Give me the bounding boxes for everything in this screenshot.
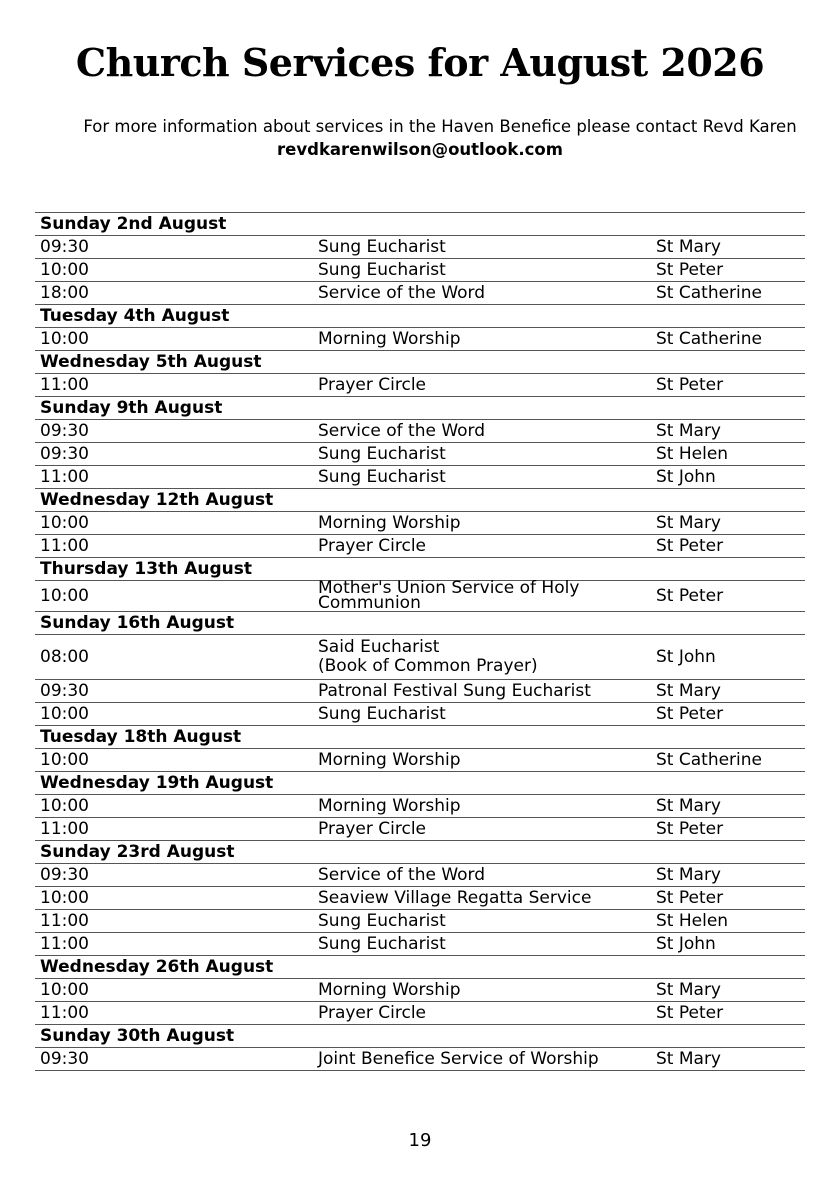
day-heading: Sunday 2nd August (35, 213, 805, 236)
service-name: Prayer Circle (318, 1002, 427, 1023)
service-name-cell (313, 818, 651, 841)
service-time: 11:00 (35, 818, 313, 841)
day-heading-row (35, 612, 805, 635)
service-row (35, 328, 805, 351)
service-row (35, 236, 805, 259)
service-row (35, 282, 805, 305)
service-church: St Helen (651, 443, 805, 466)
service-name-cell (313, 512, 651, 535)
service-time: 10:00 (35, 703, 313, 726)
service-church: St Mary (651, 864, 805, 887)
service-name: Sung Eucharist (318, 933, 446, 954)
service-name-cell (313, 933, 651, 956)
service-church: St John (651, 933, 805, 956)
service-name-cell (313, 979, 651, 1002)
service-name: Service of the Word (318, 282, 486, 303)
day-heading: Sunday 30th August (35, 1025, 805, 1048)
service-church: St Catherine (651, 282, 805, 305)
intro-text: For more information about services in the Haven Benefice please contact Revd Karen (83, 117, 797, 136)
day-heading-row (35, 956, 805, 979)
service-row (35, 581, 805, 612)
service-name: Sung Eucharist (318, 466, 446, 487)
service-row (35, 466, 805, 489)
service-name: Prayer Circle (318, 374, 427, 395)
day-heading-row (35, 397, 805, 420)
day-heading: Wednesday 26th August (35, 956, 805, 979)
service-time: 10:00 (35, 887, 313, 910)
service-name: Morning Worship (318, 795, 461, 816)
day-heading: Thursday 13th August (35, 558, 805, 581)
service-time: 08:00 (35, 635, 313, 680)
service-name-cell (313, 443, 651, 466)
service-name-cell (313, 374, 651, 397)
service-row (35, 374, 805, 397)
service-row (35, 795, 805, 818)
service-church: St Catherine (651, 328, 805, 351)
service-row (35, 887, 805, 910)
service-time: 09:30 (35, 680, 313, 703)
page-number: 19 (408, 1130, 432, 1151)
service-time: 10:00 (35, 979, 313, 1002)
service-time: 11:00 (35, 1002, 313, 1025)
service-time: 11:00 (35, 466, 313, 489)
day-heading: Tuesday 18th August (35, 726, 805, 749)
service-church: St Mary (651, 680, 805, 703)
service-time: 10:00 (35, 749, 313, 772)
day-heading-row (35, 305, 805, 328)
service-row (35, 420, 805, 443)
day-heading: Sunday 9th August (35, 397, 805, 420)
service-row (35, 910, 805, 933)
service-name-cell (313, 910, 651, 933)
day-heading: Sunday 16th August (35, 612, 805, 635)
day-heading: Tuesday 4th August (35, 305, 805, 328)
service-church: St Peter (651, 887, 805, 910)
service-church: St Peter (651, 535, 805, 558)
service-name: Service of the Word (318, 864, 486, 885)
day-heading-row (35, 726, 805, 749)
service-name: Morning Worship (318, 328, 461, 349)
service-row (35, 512, 805, 535)
service-church: St Helen (651, 910, 805, 933)
service-name: Mother's Union Service of Holy Communion (318, 578, 580, 613)
service-name: Sung Eucharist (318, 703, 446, 724)
service-note: (Book of Common Prayer) (318, 656, 538, 676)
service-time: 10:00 (35, 581, 313, 612)
service-church: St Catherine (651, 749, 805, 772)
service-name-cell (313, 635, 651, 680)
service-church: St Peter (651, 703, 805, 726)
service-time: 10:00 (35, 259, 313, 282)
service-church: St Mary (651, 512, 805, 535)
service-name: Prayer Circle (318, 818, 427, 839)
service-name: Service of the Word (318, 420, 486, 441)
service-time: 09:30 (35, 864, 313, 887)
service-name: Joint Benefice Service of Worship (318, 1048, 599, 1069)
service-time: 10:00 (35, 795, 313, 818)
service-row (35, 680, 805, 703)
service-time: 11:00 (35, 374, 313, 397)
day-heading: Wednesday 19th August (35, 772, 805, 795)
service-name: Morning Worship (318, 512, 461, 533)
day-heading-row (35, 351, 805, 374)
day-heading-row (35, 841, 805, 864)
day-heading: Wednesday 12th August (35, 489, 805, 512)
service-time: 10:00 (35, 328, 313, 351)
service-name: Said Eucharist (318, 637, 440, 657)
service-name: Prayer Circle (318, 535, 427, 556)
service-time: 09:30 (35, 236, 313, 259)
day-heading: Sunday 23rd August (35, 841, 805, 864)
service-church: St Peter (651, 581, 805, 612)
service-name: Seaview Village Regatta Service (318, 887, 592, 908)
service-time: 09:30 (35, 443, 313, 466)
service-time: 11:00 (35, 933, 313, 956)
service-name-cell (313, 466, 651, 489)
service-name-cell (313, 1048, 651, 1071)
service-name: Morning Worship (318, 979, 461, 1000)
service-church: St Mary (651, 236, 805, 259)
service-row (35, 635, 805, 680)
service-church: St Peter (651, 818, 805, 841)
service-name-cell (313, 578, 651, 613)
service-name: Sung Eucharist (318, 910, 446, 931)
service-time: 09:30 (35, 1048, 313, 1071)
service-row (35, 818, 805, 841)
service-name-cell (313, 328, 651, 351)
day-heading-row (35, 489, 805, 512)
service-church: St Peter (651, 374, 805, 397)
service-name: Sung Eucharist (318, 259, 446, 280)
service-row (35, 535, 805, 558)
service-name-cell (313, 795, 651, 818)
service-row (35, 933, 805, 956)
service-name-cell (313, 887, 651, 910)
page-title: Church Services for August 2026 (75, 40, 765, 85)
day-heading-row (35, 213, 805, 236)
service-name-cell (313, 282, 651, 305)
service-name-cell (313, 535, 651, 558)
service-row (35, 259, 805, 282)
service-name-cell (313, 703, 651, 726)
intro-block (0, 115, 840, 161)
day-heading-row (35, 1025, 805, 1048)
service-name: Sung Eucharist (318, 236, 446, 257)
service-church: St Peter (651, 259, 805, 282)
service-time: 11:00 (35, 910, 313, 933)
service-name-cell (313, 1002, 651, 1025)
service-name-cell (313, 749, 651, 772)
service-church: St John (651, 466, 805, 489)
service-row (35, 979, 805, 1002)
service-row (35, 703, 805, 726)
service-name-cell (313, 259, 651, 282)
service-name-cell (313, 864, 651, 887)
service-time: 18:00 (35, 282, 313, 305)
service-time: 10:00 (35, 512, 313, 535)
service-time: 09:30 (35, 420, 313, 443)
service-row (35, 749, 805, 772)
service-row (35, 864, 805, 887)
service-church: St John (651, 635, 805, 680)
service-church: St Mary (651, 795, 805, 818)
service-name: Morning Worship (318, 749, 461, 770)
services-table (35, 212, 805, 1071)
service-name: Patronal Festival Sung Eucharist (318, 680, 591, 701)
service-row (35, 443, 805, 466)
contact-email: revdkarenwilson@outlook.com (277, 140, 563, 159)
service-name: Sung Eucharist (318, 443, 446, 464)
service-church: St Mary (651, 420, 805, 443)
service-name-cell (313, 680, 651, 703)
service-name-cell (313, 236, 651, 259)
day-heading-row (35, 772, 805, 795)
service-row (35, 1002, 805, 1025)
service-name-cell (313, 420, 651, 443)
service-row (35, 1048, 805, 1071)
service-church: St Mary (651, 979, 805, 1002)
service-church: St Mary (651, 1048, 805, 1071)
service-time: 11:00 (35, 535, 313, 558)
day-heading: Wednesday 5th August (35, 351, 805, 374)
service-church: St Peter (651, 1002, 805, 1025)
